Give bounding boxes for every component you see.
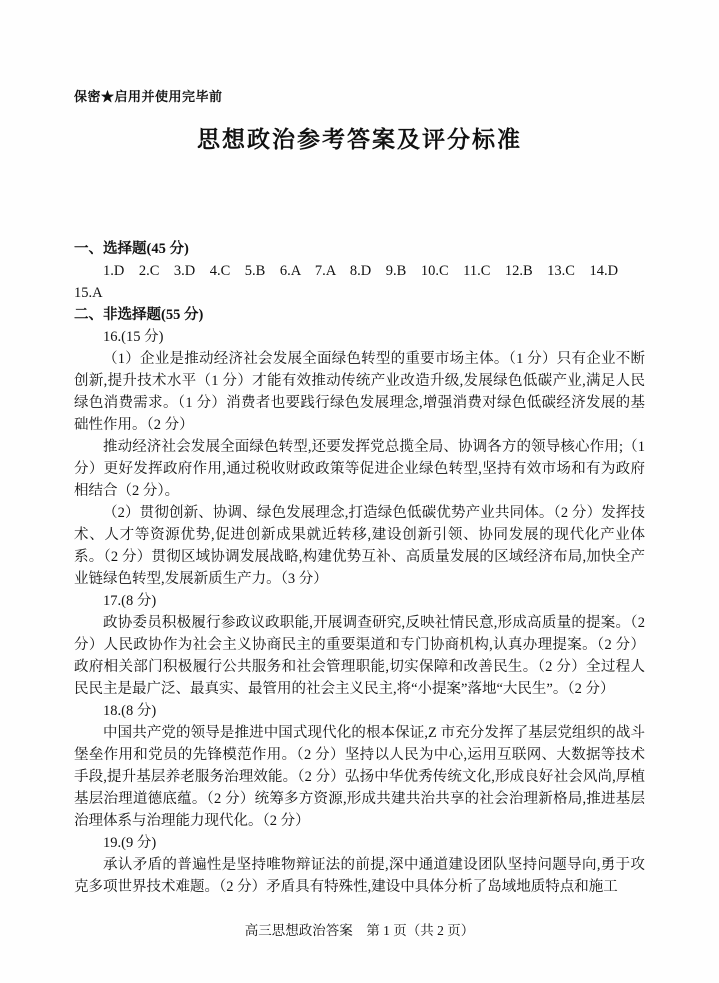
choice-answers-line-2: 15.A	[74, 285, 103, 301]
section-choice-heading: 一、选择题(45 分)	[74, 241, 189, 257]
question-19-paragraph-1: 承认矛盾的普遍性是坚持唯物辩证法的前提,深中通道建设团队坚持问题导向,勇于攻克多项世界技术难题。（2 分）矛盾具有特殊性,建设中具体分析了岛域地质特点和施工	[74, 857, 645, 895]
question-17-paragraph-1: 政协委员积极履行参政议政职能,开展调查研究,反映社情民意,形成高质量的提案。（2 分）人民政协作为社会主义协商民主的重要渠道和专门协商机构,认真办理提案。（2 分）政府相关部门积极履行公共服务和社会管理职能,切实保障和改善民生。（2 分）全过程人民民主是最广泛、最真实、最管用的社会主义民主,将“小提案”落地“大民生”。（2 分）	[74, 615, 645, 697]
question-18-heading: 18.(8 分)	[103, 703, 157, 719]
section-non-choice-heading: 二、非选择题(55 分)	[74, 307, 204, 323]
question-16-paragraph-2: 推动经济社会发展全面绿色转型,还要发挥党总揽全局、协调各方的领导核心作用;（1 分）更好发挥政府作用,通过税收财政政策等促进企业绿色转型,坚持有效市场和有为政府相结合（2 分）。	[74, 439, 645, 499]
question-19-heading: 19.(9 分)	[103, 835, 157, 851]
page-footer: 高三思想政治答案 第 1 页（共 2 页）	[244, 923, 475, 938]
question-16-heading: 16.(15 分)	[103, 329, 164, 345]
security-notice: 保密★启用并使用完毕前	[74, 89, 223, 104]
choice-answers-line-1: 1.D 2.C 3.D 4.C 5.B 6.A 7.A 8.D 9.B 10.C 11.C 12.B 13.C 14.D	[103, 263, 619, 279]
question-18-paragraph-1: 中国共产党的领导是推进中国式现代化的根本保证,Z 市充分发挥了基层党组织的战斗堡垒作用和党员的先锋模范作用。（2 分）坚持以人民为中心,运用互联网、大数据等技术手段,提升基层养老服务治理效能。（2 分）弘扬中华优秀传统文化,形成良好社会风尚,厚植基层治理道德底蕴。（2 分）统筹多方资源,形成共建共治共享的社会治理新格局,推进基层治理体系与治理能力现代化。（2 分）	[74, 725, 645, 829]
question-16-paragraph-3: （2）贯彻创新、协调、绿色发展理念,打造绿色低碳优势产业共同体。（2 分）发挥技术、人才等资源优势,促进创新成果就近转移,建设创新引领、协同发展的现代化产业体系。（2 分）贯彻区域协调发展战略,构建优势互补、高质量发展的区域经济布局,加快全产业链绿色转型,发展新质生产力。（3 分）	[74, 505, 645, 587]
page-title: 思想政治参考答案及评分标准	[197, 127, 522, 152]
answer-content	[74, 238, 645, 898]
question-16-paragraph-1: （1）企业是推动经济社会发展全面绿色转型的重要市场主体。（1 分）只有企业不断创新,提升技术水平（1 分）才能有效推动传统产业改造升级,发展绿色低碳产业,满足人民绿色消费需求。（1 分）消费者也要践行绿色发展理念,增强消费对绿色低碳经济发展的基础性作用。（2 分）	[74, 351, 645, 433]
question-17-heading: 17.(8 分)	[103, 593, 157, 609]
